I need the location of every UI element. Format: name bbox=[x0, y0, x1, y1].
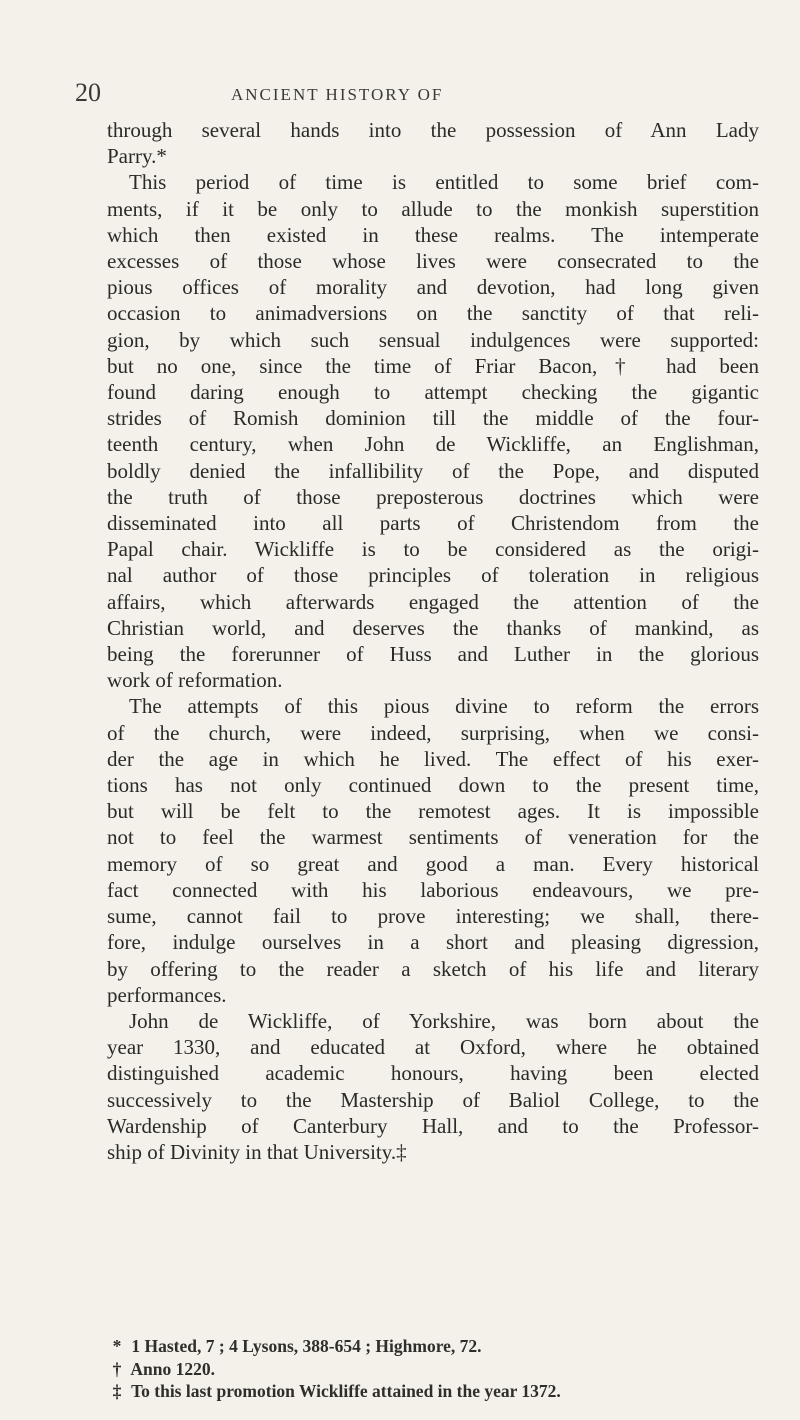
text-line: Wardenship of Canterbury Hall, and to the Professor- bbox=[107, 1113, 759, 1138]
page-header bbox=[75, 78, 765, 110]
paragraph-start-line: This period of time is entitled to some brief com- bbox=[129, 170, 759, 195]
text-line: disseminated into all parts of Christendom from the bbox=[107, 511, 759, 536]
text-line: strides of Romish dominion till the middle of the four- bbox=[107, 406, 759, 431]
running-head: ANCIENT HISTORY OF bbox=[231, 85, 444, 104]
text-line: der the age in which he lived. The effect of his exer- bbox=[107, 746, 759, 771]
paragraph-start-line: John de Wickliffe, of Yorkshire, was born about the bbox=[129, 1008, 759, 1033]
text-line: nal author of those principles of toleration in religious bbox=[107, 563, 759, 588]
text-line: the truth of those preposterous doctrines which were bbox=[107, 484, 759, 509]
text-line: Christian world, and deserves the thanks of mankind, as bbox=[107, 615, 759, 640]
text-line: Parry.* bbox=[107, 144, 167, 169]
text-line: Papal chair. Wickliffe is to be considered as the origi- bbox=[107, 537, 759, 562]
text-line: distinguished academic honours, having been elected bbox=[107, 1061, 759, 1086]
text-line: found daring enough to attempt checking the gigantic bbox=[107, 380, 759, 405]
text-line: ments, if it be only to allude to the monkish superstition bbox=[107, 196, 759, 221]
text-line: boldly denied the infallibility of the Pope, and disputed bbox=[107, 458, 759, 483]
text-line: affairs, which afterwards engaged the attention of the bbox=[107, 589, 759, 614]
text-line: teenth century, when John de Wickliffe, an Englishman, bbox=[107, 432, 759, 457]
footnotes bbox=[107, 1335, 759, 1403]
footnote-mark: † bbox=[112, 1358, 122, 1379]
text-line: but no one, since the time of Friar Bacon,† had been bbox=[107, 353, 759, 378]
text-line: memory of so great and good a man. Every historical bbox=[107, 851, 759, 876]
text-line: year 1330, and educated at Oxford, where he obtained bbox=[107, 1035, 759, 1060]
text-line: ship of Divinity in that University.‡ bbox=[107, 1139, 407, 1164]
text-line: not to feel the warmest sentiments of veneration for the bbox=[107, 825, 759, 850]
footnote-text: Anno 1220. bbox=[130, 1358, 216, 1379]
text-line: gion, by which such sensual indulgences were supported: bbox=[107, 327, 759, 352]
footnote bbox=[107, 1335, 759, 1358]
text-line: work of reformation. bbox=[107, 668, 283, 693]
footnote-mark: * bbox=[112, 1336, 122, 1356]
text-line: excesses of those whose lives were consecrated to the bbox=[107, 249, 759, 274]
text-line: sume, cannot fail to prove interesting; we shall, there- bbox=[107, 904, 759, 929]
text-line: fore, indulge ourselves in a short and pleasing digression, bbox=[107, 930, 759, 955]
footnote-text: 1 Hasted, 7 ; 4 Lysons, 388-654 ; Highmore, 72. bbox=[131, 1336, 482, 1356]
text-line: pious offices of morality and devotion, had long given bbox=[107, 275, 759, 300]
paragraph-start-line: The attempts of this pious divine to reform the errors bbox=[129, 694, 759, 719]
footnote bbox=[107, 1358, 759, 1381]
text-line: performances. bbox=[107, 982, 227, 1007]
text-line: occasion to animadversions on the sanctity of that reli- bbox=[107, 301, 759, 326]
text-line: fact connected with his laborious endeavours, we pre- bbox=[107, 877, 759, 902]
text-line: being the forerunner of Huss and Luther in the glorious bbox=[107, 642, 759, 667]
page-number: 20 bbox=[75, 78, 101, 107]
text-line: through several hands into the possession of Ann Lady bbox=[107, 118, 759, 142]
text-line: by offering to the reader a sketch of his life and literary bbox=[107, 956, 759, 981]
footnote-mark: ‡ bbox=[112, 1381, 122, 1401]
text-line: but will be felt to the remotest ages. It is impossible bbox=[107, 799, 759, 824]
footnote bbox=[107, 1380, 759, 1403]
footnote-text: To this last promotion Wickliffe attained in the year 1372. bbox=[131, 1381, 561, 1401]
body-text bbox=[107, 117, 759, 1165]
text-line: which then existed in these realms. The intemperate bbox=[107, 222, 759, 247]
text-line: of the church, were indeed, surprising, when we consi- bbox=[107, 720, 759, 745]
text-line: tions has not only continued down to the present time, bbox=[107, 773, 759, 798]
text-line: successively to the Mastership of Baliol College, to the bbox=[107, 1087, 759, 1112]
